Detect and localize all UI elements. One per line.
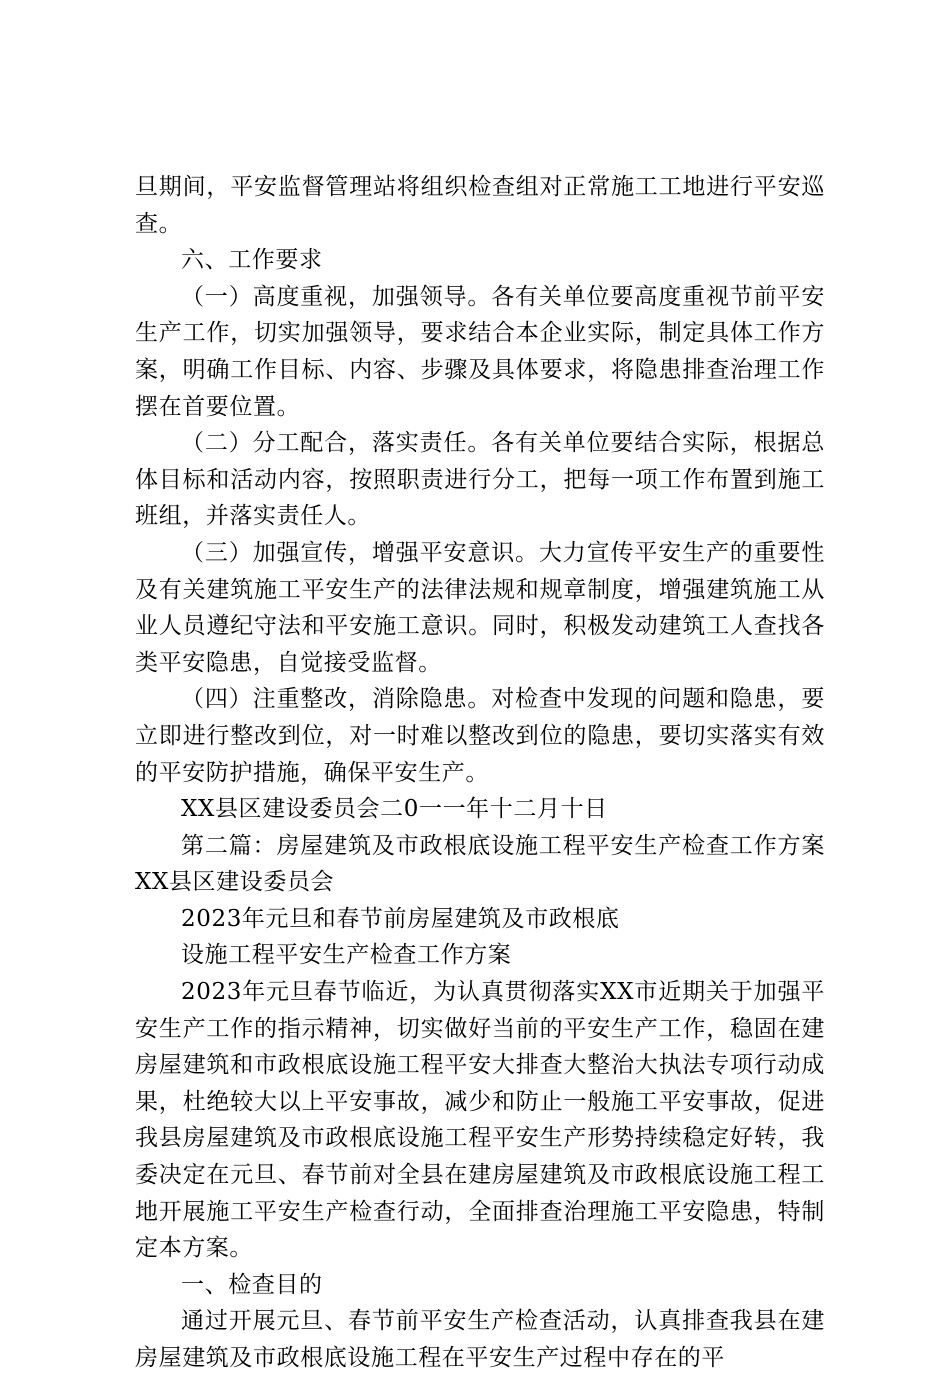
plan-title-line-2: 设施工程平安生产检查工作方案 [181, 942, 512, 969]
paragraph-inspection-purpose: 通过开展元旦、春节前平安生产检查活动，认真排查我县在建房屋建筑及市政根底设施工程在平安生产过程中存在的平 [135, 1308, 825, 1371]
section-heading-inspection-purpose: 一、检查目的 [181, 1271, 323, 1298]
plan-title-line-1: 2023年元旦和春节前房屋建筑及市政根底 [181, 905, 620, 932]
paragraph-requirement-3: （三）加强宣传，增强平安意识。大力宣传平安生产的重要性及有关建筑施工平安生产的法律法规和规章制度，增强建筑施工从业人员遵纪守法和平安施工意识。同时，积极发动建筑工人查找各类平安隐患，自觉接受监督。 [135, 539, 825, 676]
section-heading-work-requirements: 六、工作要求 [181, 247, 323, 274]
chapter-two-title: 第二篇：房屋建筑及市政根底设施工程平安生产检查工作方案XX县区建设委员会 [135, 832, 825, 896]
paragraph-introduction: 2023年元旦春节临近，为认真贯彻落实XX市近期关于加强平安生产工作的指示精神，切实做好当前的平安生产工作，稳固在建房屋建筑和市政根底设施工程平安大排查大整治大执法专项行动成果，杜绝较大以上平安事故，减少和防止一般施工平安事故，促进我县房屋建筑及市政根底设施工程平安生产形势持续稳定好转，我委决定在元旦、春节前对全县在建房屋建筑及市政根底设施工程工地开展施工平安生产检查行动，全面排查治理施工平安隐患，特制定本方案。 [135, 979, 825, 1262]
signature-date-line: XX县区建设委员会二0一一年十二月十日 [181, 796, 608, 823]
paragraph-requirement-1: （一）高度重视，加强领导。各有关单位要高度重视节前平安生产工作，切实加强领导，要求结合本企业实际，制定具体工作方案，明确工作目标、内容、步骤及具体要求，将隐患排查治理工作摆在首要位置。 [135, 283, 825, 420]
paragraph-requirement-2: （二）分工配合，落实责任。各有关单位要结合实际，根据总体目标和活动内容，按照职责进行分工，把每一项工作布置到施工班组，并落实责任人。 [135, 430, 825, 530]
paragraph-requirement-4: （四）注重整改，消除隐患。对检查中发现的问题和隐患，要立即进行整改到位，对一时难以整改到位的隐患，要切实落实有效的平安防护措施，确保平安生产。 [135, 686, 825, 786]
document-body [135, 169, 825, 1377]
paragraph-continuation: 旦期间，平安监督管理站将组织检查组对正常施工工地进行平安巡查。 [135, 174, 825, 237]
